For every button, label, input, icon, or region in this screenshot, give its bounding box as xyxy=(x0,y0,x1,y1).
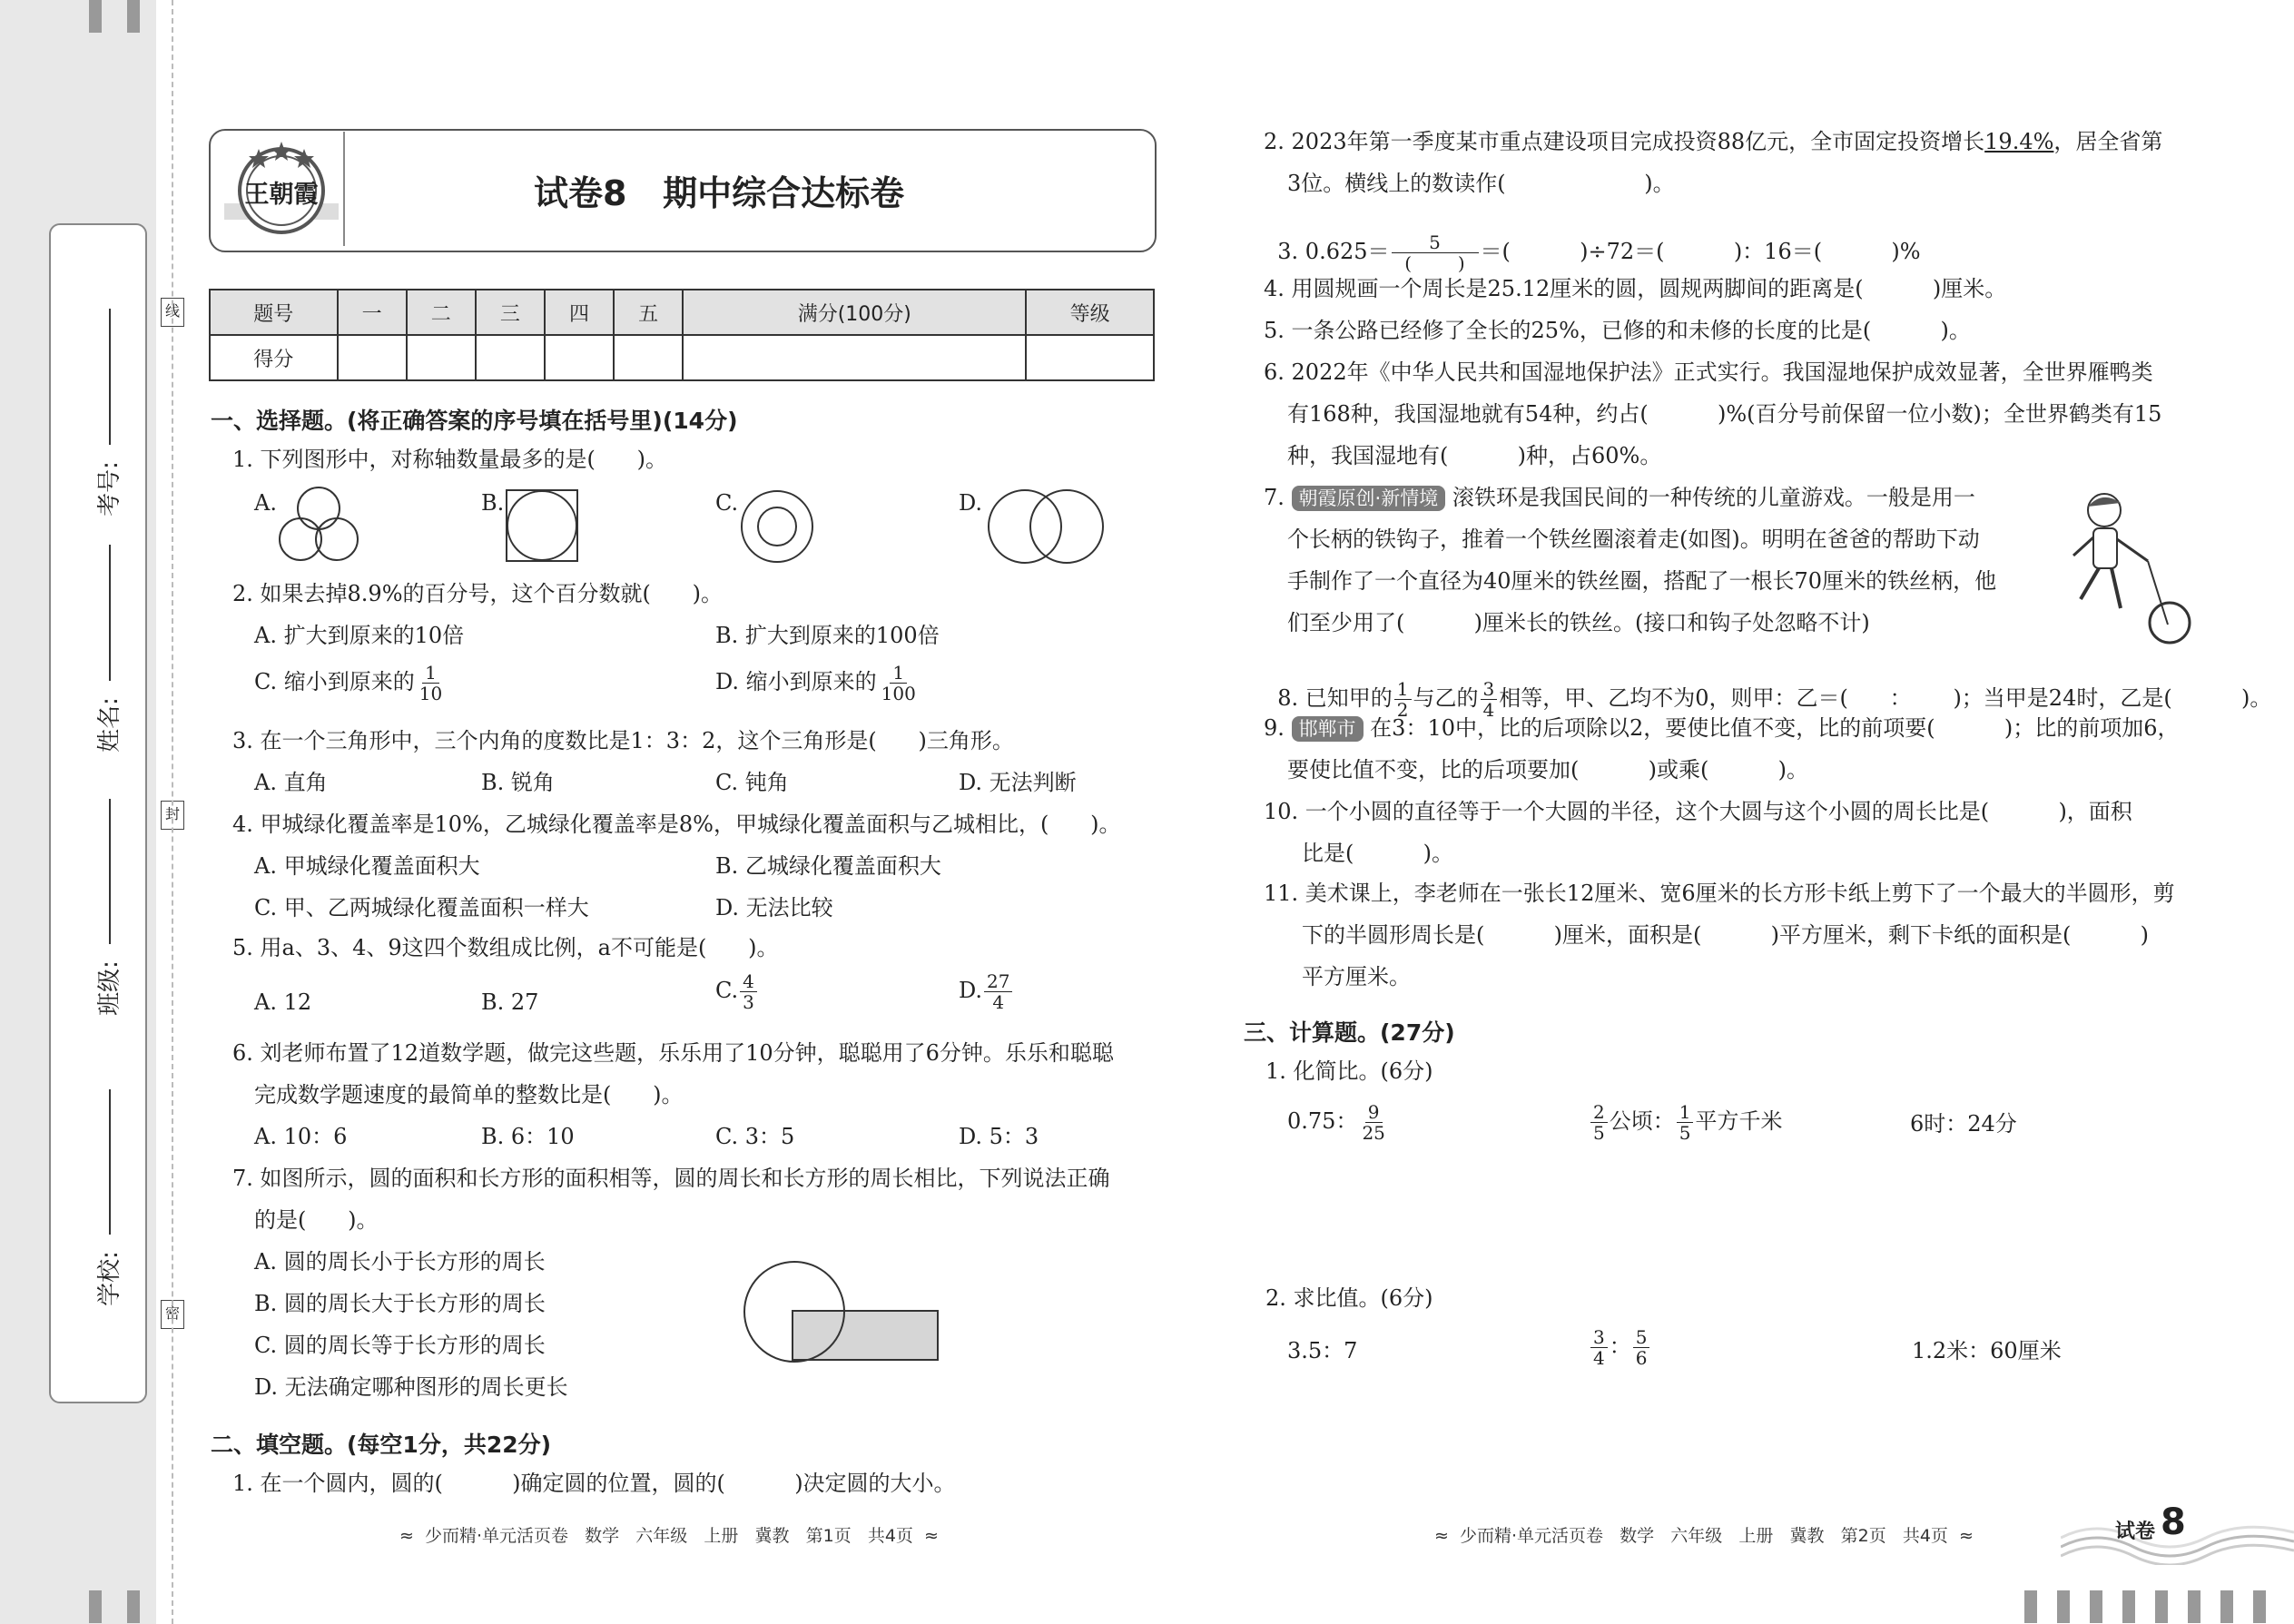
class-label: 班级: xyxy=(95,960,123,1016)
calc-text: 平方千米 xyxy=(1695,1108,1783,1134)
option-a: A. 直角 xyxy=(254,770,328,795)
bottom-bar xyxy=(2253,1590,2266,1623)
footer-right: ≈ 少而精·单元活页卷 数学 六年级 上册 冀教 第2页 共4页 ≈ xyxy=(1434,1526,1974,1546)
bottom-bar xyxy=(2057,1590,2070,1623)
q8-text: 相等，甲、乙均不为0，则甲：乙＝( ： )；当甲是24时，乙是( )。 xyxy=(1499,685,2272,711)
binding-dashed-line xyxy=(172,0,173,1624)
option-b: B. 锐角 xyxy=(481,770,555,795)
fill-question-3 xyxy=(1264,203,1921,273)
top-bar xyxy=(127,0,140,33)
q3-prefix: 3. 0.625＝ xyxy=(1277,239,1390,264)
binding-mark-secret: 密 xyxy=(161,1300,184,1329)
logo xyxy=(222,136,340,241)
fill-question-7-cont: 们至少用了( )厘米长的铁丝。(接口和钩子处忽略不计) xyxy=(1287,610,1870,635)
class-line xyxy=(109,799,111,944)
fraction: $\frac{2}{5}$ xyxy=(1590,1102,1608,1143)
section1-title: 一、选择题。(将正确答案的序号填在括号里)(14分) xyxy=(211,408,738,434)
calc-2b xyxy=(1589,1327,1651,1368)
fraction: $\frac{27}{4}$ xyxy=(984,971,1012,1012)
bottom-bar xyxy=(127,1590,140,1623)
calc-text: 0.75： xyxy=(1287,1108,1358,1134)
option-d xyxy=(715,663,921,704)
option-c: C. 3：5 xyxy=(715,1124,795,1149)
score-header: 一 xyxy=(338,290,407,335)
option-b: B. 扩大到原来的100倍 xyxy=(715,623,940,648)
fraction: $\frac{9}{25}$ xyxy=(1362,1101,1385,1144)
score-cell[interactable] xyxy=(476,335,545,380)
corner-number: 8 xyxy=(2161,1501,2186,1543)
q9-text: 在3：10中，比的后项除以2，要使比值不变，比的前项要( )；比的前项加6， xyxy=(1370,715,2180,741)
score-cell[interactable] xyxy=(338,335,407,380)
fill-question-2-cont: 3位。横线上的数读作( )。 xyxy=(1287,171,1675,196)
option-b: B. 6：10 xyxy=(481,1124,575,1149)
fraction: $\frac{5}{6}$ xyxy=(1633,1327,1650,1368)
city-tag: 邯郸市 xyxy=(1292,716,1364,742)
option-text: C. xyxy=(715,978,739,1003)
school-label: 学校: xyxy=(95,1251,123,1306)
fill-question-1: 1. 在一个圆内，圆的( )确定圆的位置，圆的( )决定圆的大小。 xyxy=(232,1471,956,1496)
calc-text: ： xyxy=(1609,1334,1631,1359)
calc-part-1: 1. 化简比。(6分) xyxy=(1265,1058,1433,1084)
concentric-circles-figure xyxy=(739,488,815,565)
calc-2a: 3.5：7 xyxy=(1287,1338,1358,1363)
exam-title: 试卷8 期中综合达标卷 xyxy=(534,173,905,213)
option-a: A. 10：6 xyxy=(254,1124,348,1149)
footer-left: ≈ 少而精·单元活页卷 数学 六年级 上册 冀教 第1页 共4页 ≈ xyxy=(399,1526,939,1546)
score-header: 二 xyxy=(407,290,476,335)
bottom-bar xyxy=(2220,1590,2233,1623)
fill-question-4: 4. 用圆规画一个周长是25.12厘米的圆，圆规两脚间的距离是( )厘米。 xyxy=(1264,276,2007,301)
score-cell[interactable] xyxy=(407,335,476,380)
binding-panel xyxy=(49,223,147,1403)
question-7: 7. 如图所示，圆的面积和长方形的面积相等，圆的周长和长方形的周长相比，下列说法正确 xyxy=(232,1166,1110,1191)
calc-1c: 6时：24分 xyxy=(1910,1111,2017,1137)
score-header: 五 xyxy=(614,290,683,335)
corner-label: 试卷 xyxy=(2115,1521,2156,1543)
option-a: A. 扩大到原来的10倍 xyxy=(254,623,465,648)
fraction: $\frac{3}{4}$ xyxy=(1590,1327,1608,1368)
calc-1b xyxy=(1589,1102,1782,1143)
q7-text: 滚铁环是我国民间的一种传统的儿童游戏。一般是用一 xyxy=(1452,485,1975,510)
fraction: $\frac{5}{( )}$ xyxy=(1392,232,1479,273)
fill-question-7: 7. 朝霞原创·新情境 滚铁环是我国民间的一种传统的儿童游戏。一般是用一 xyxy=(1264,485,1975,510)
fraction: $\frac{1}{5}$ xyxy=(1677,1102,1694,1143)
fill-question-10: 10. 一个小圆的直径等于一个大圆的半径，这个大圆与这个小圆的周长比是( )，面积 xyxy=(1264,799,2132,824)
score-cell[interactable] xyxy=(683,335,1026,380)
option-d: D. 无法比较 xyxy=(715,895,833,920)
logo-divider xyxy=(343,132,345,246)
binding-mark-line: 线 xyxy=(161,298,184,327)
three-circles-figure xyxy=(277,485,360,565)
bottom-bar xyxy=(2188,1590,2200,1623)
exam-no-line xyxy=(109,309,111,445)
bottom-bar xyxy=(2155,1590,2168,1623)
option-d: D. 5：3 xyxy=(959,1124,1039,1149)
calc-1a xyxy=(1287,1102,1390,1143)
option-c xyxy=(715,971,759,1012)
option-c: C. 圆的周长等于长方形的周长 xyxy=(254,1333,546,1358)
option-d: D. xyxy=(959,490,983,516)
option-b: B. 27 xyxy=(481,989,539,1015)
fill-question-6-cont: 有168种，我国湿地就有54种，约占( )%(百分号前保留一位小数)；全世界鹤类有15 xyxy=(1287,401,2162,427)
q8-text: 8. 已知甲的 xyxy=(1277,685,1393,711)
score-header: 四 xyxy=(545,290,614,335)
fill-question-9-cont: 要使比值不变，比的后项要加( )或乘( )。 xyxy=(1287,757,1809,782)
option-a: A. xyxy=(254,490,277,516)
circle-rectangle-figure xyxy=(743,1260,942,1365)
score-table xyxy=(209,289,1155,381)
score-row-label: 得分 xyxy=(210,335,338,380)
fraction: $\frac{3}{4}$ xyxy=(1481,679,1498,720)
question-2: 2. 如果去掉8.9%的百分号，这个百分数就( )。 xyxy=(232,581,723,606)
fill-question-11-cont: 平方厘米。 xyxy=(1302,964,1411,989)
fill-question-7-cont: 个长柄的铁钩子，推着一个铁丝圈滚着走(如图)。明明在爸爸的帮助下动 xyxy=(1287,527,1980,552)
question-3: 3. 在一个三角形中，三个内角的度数比是1：3：2，这个三角形是( )三角形。 xyxy=(232,728,1014,753)
option-b: B. 圆的周长大于长方形的周长 xyxy=(254,1291,546,1316)
option-c xyxy=(254,663,447,704)
fill-question-11: 11. 美术课上，李老师在一张长12厘米、宽6厘米的长方形卡纸上剪下了一个最大的半圆形，剪 xyxy=(1264,881,2175,906)
option-b: B. 乙城绿化覆盖面积大 xyxy=(715,853,941,879)
fill-question-7-cont: 手制作了一个直径为40厘米的铁丝圈，搭配了一根长70厘米的铁丝柄，他 xyxy=(1287,568,1997,594)
question-4: 4. 甲城绿化覆盖率是10%，乙城绿化覆盖率是8%，甲城绿化覆盖面积与乙城相比，( )。 xyxy=(232,812,1121,837)
section2-title: 二、填空题。(每空1分，共22分) xyxy=(211,1432,552,1458)
calc-text: 公顷： xyxy=(1609,1108,1675,1134)
option-c: C. 甲、乙两城绿化覆盖面积一样大 xyxy=(254,895,589,920)
q8-text: 与乙的 xyxy=(1413,685,1479,711)
overlapping-circles-figure xyxy=(984,488,1108,565)
fraction: $\frac{1}{2}$ xyxy=(1394,679,1412,720)
question-6: 6. 刘老师布置了12道数学题，做完这些题，乐乐用了10分钟，聪聪用了6分钟。乐乐和聪聪 xyxy=(232,1040,1114,1066)
fraction: $\frac{1}{10}$ xyxy=(418,662,443,704)
question-7-cont: 的是( )。 xyxy=(254,1207,379,1233)
option-d: D. 无法确定哪种图形的周长更长 xyxy=(254,1374,568,1400)
question-6-cont: 完成数学题速度的最简单的整数比是( )。 xyxy=(254,1082,684,1107)
option-a: A. 圆的周长小于长方形的周长 xyxy=(254,1249,546,1275)
calc-part-2: 2. 求比值。(6分) xyxy=(1265,1285,1433,1311)
option-a: A. 12 xyxy=(254,989,312,1015)
bottom-bar xyxy=(89,1590,102,1623)
fill-question-5: 5. 一条公路已经修了全长的25%，已修的和未修的长度的比是( )。 xyxy=(1264,318,1971,343)
fill-question-6: 6. 2022年《中华人民共和国湿地保护法》正式实行。我国湿地保护成效显著，全世界雁鸭类 xyxy=(1264,359,2153,385)
new-scenario-tag: 朝霞原创·新情境 xyxy=(1292,486,1446,511)
circle-in-square-figure xyxy=(505,488,579,563)
option-c: C. 钝角 xyxy=(715,770,789,795)
logo-text: 王朝霞 xyxy=(244,181,319,209)
bottom-bar xyxy=(2024,1590,2037,1623)
child-rolling-hoop-illustration xyxy=(2061,488,2191,648)
score-cell[interactable] xyxy=(1026,335,1154,380)
score-header: 题号 xyxy=(210,290,338,335)
fill-question-2: 2. 2023年第一季度某市重点建设项目完成投资88亿元，全市固定投资增长19.4%，居全省第 xyxy=(1264,129,2163,154)
option-d xyxy=(959,971,1014,1012)
question-1: 1. 下列图形中，对称轴数量最多的是( )。 xyxy=(232,447,668,472)
fill-question-8 xyxy=(1264,650,2271,720)
score-header: 等级 xyxy=(1026,290,1154,335)
question-5: 5. 用a、3、4、9这四个数组成比例，a不可能是( )。 xyxy=(232,935,779,960)
score-header: 三 xyxy=(476,290,545,335)
fraction: $\frac{4}{3}$ xyxy=(740,971,757,1012)
fill-question-11-cont: 下的半圆形周长是( )厘米，面积是( )平方厘米，剩下卡纸的面积是( ) xyxy=(1302,922,2150,948)
score-cell[interactable] xyxy=(614,335,683,380)
option-text: D. xyxy=(959,978,983,1003)
section3-title: 三、计算题。(27分) xyxy=(1244,1019,1455,1046)
school-line xyxy=(109,1089,111,1235)
fill-question-6-cont: 种，我国湿地有( )种，占60%。 xyxy=(1287,443,1662,468)
fill-question-10-cont: 比是( )。 xyxy=(1302,841,1454,866)
bottom-bar xyxy=(2090,1590,2102,1623)
option-text: D. 缩小到原来的 xyxy=(715,669,877,694)
exam-no-label: 考号: xyxy=(95,461,123,517)
option-text: C. 缩小到原来的 xyxy=(254,669,415,694)
q3-suffix: ＝( )÷72＝( )：16＝( )% xyxy=(1480,239,1921,264)
calc-2c: 1.2米：60厘米 xyxy=(1912,1338,2062,1363)
bottom-bar xyxy=(2122,1590,2135,1623)
score-header: 满分(100分) xyxy=(683,290,1026,335)
top-bar xyxy=(89,0,102,33)
fraction: $\frac{1}{100}$ xyxy=(881,662,916,704)
fill-question-9: 9. 邯郸市 在3：10中，比的后项除以2，要使比值不变，比的前项要( )；比的前项加6， xyxy=(1264,715,2180,741)
name-label: 姓名: xyxy=(95,697,123,753)
option-a: A. 甲城绿化覆盖面积大 xyxy=(254,853,480,879)
score-cell[interactable] xyxy=(545,335,614,380)
option-d: D. 无法判断 xyxy=(959,770,1077,795)
option-b: B. xyxy=(481,490,505,516)
option-c: C. xyxy=(715,490,739,516)
binding-mark-seal: 封 xyxy=(161,801,184,830)
name-line xyxy=(109,545,111,681)
